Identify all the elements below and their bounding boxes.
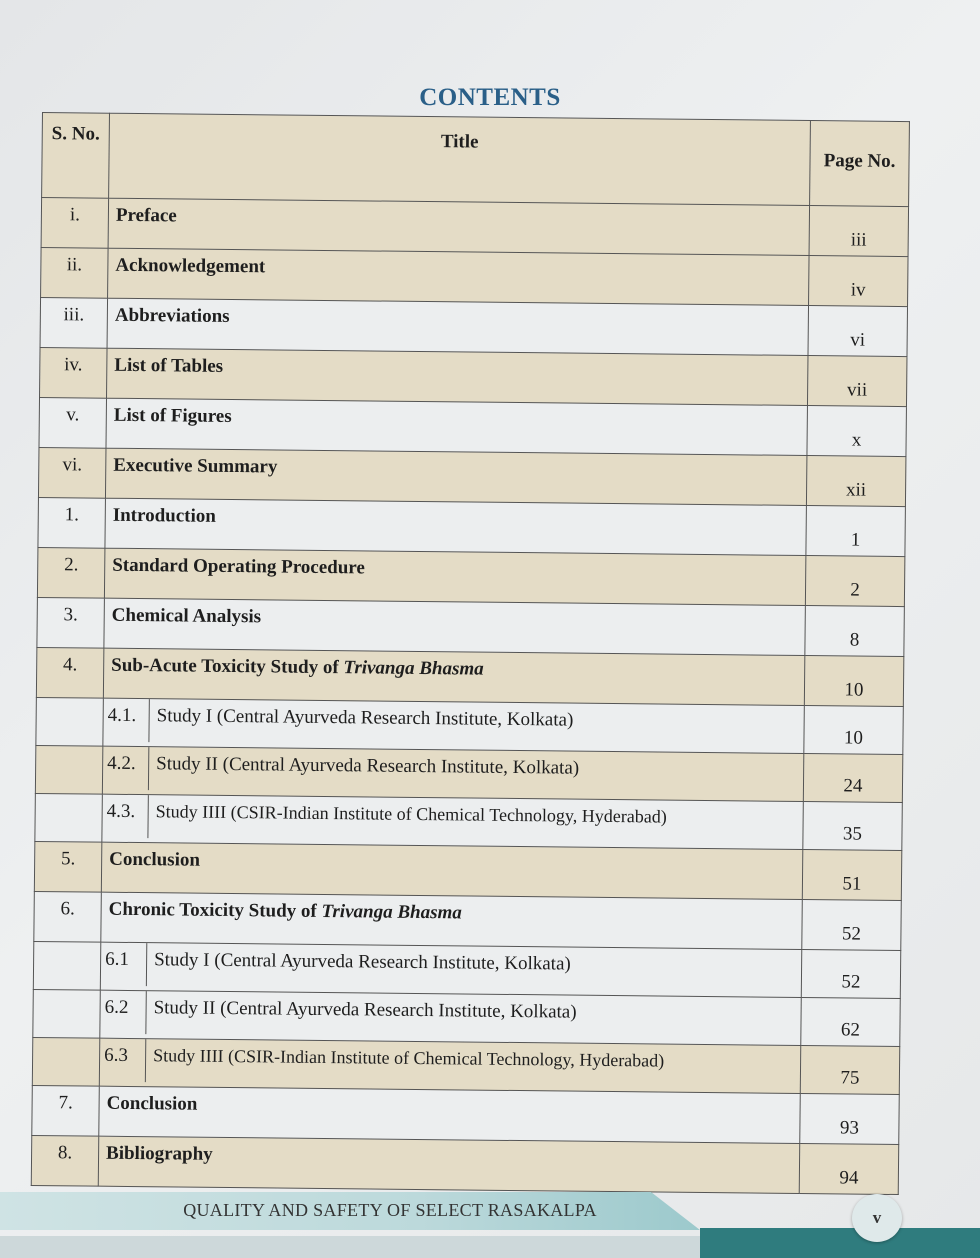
contents-table	[31, 112, 910, 1195]
table-row	[34, 891, 901, 950]
row-title: Conclusion	[99, 1086, 800, 1143]
row-page: 75	[800, 1045, 899, 1094]
row-page: iii	[809, 206, 909, 257]
row-title-text: Chronic Toxicity Study of	[108, 898, 322, 922]
row-number-empty	[32, 1037, 99, 1086]
row-title: Conclusion	[101, 842, 802, 899]
row-title: Preface	[108, 198, 809, 255]
row-title: List of Figures	[106, 398, 807, 455]
row-page: 52	[801, 950, 900, 999]
table-row	[38, 497, 905, 556]
row-page: xii	[806, 456, 906, 507]
table-row	[37, 597, 904, 656]
row-page: 52	[802, 900, 902, 951]
row-number: 6.	[34, 891, 102, 942]
row-subsection	[102, 794, 803, 849]
header-title: Title	[109, 113, 811, 205]
row-subsection	[102, 746, 803, 801]
table-row	[36, 647, 903, 706]
row-page: 51	[802, 850, 902, 901]
row-page: 2	[805, 556, 905, 607]
row-title: Executive Summary	[105, 448, 806, 505]
subsection-title: Study IIII (CSIR-Indian Institute of Chemical Technology, Hyderabad)	[155, 801, 667, 827]
row-subsection	[99, 1038, 800, 1093]
table-row	[41, 247, 908, 306]
row-number: 7.	[32, 1085, 100, 1136]
table-body	[31, 198, 908, 1195]
table-row	[31, 1135, 898, 1194]
row-page: iv	[809, 256, 909, 307]
page-title: CONTENTS	[419, 84, 561, 111]
subsection-number: 4.1.	[103, 699, 149, 742]
subsection-title: Study I (Central Ayurveda Research Institute, Kolkata)	[156, 705, 574, 731]
row-number: i.	[41, 198, 109, 249]
subsection-number: 6.1	[101, 943, 147, 986]
row-number: 5.	[34, 841, 102, 892]
row-number: iii.	[40, 297, 108, 348]
subsection-title: Study I (Central Ayurveda Research Institute, Kolkata)	[154, 949, 571, 975]
row-subsection	[100, 990, 801, 1045]
row-number: iv.	[40, 347, 108, 398]
table-row	[41, 198, 908, 257]
row-number-empty	[35, 745, 102, 794]
footer-title: QUALITY AND SAFETY OF SELECT RASAKALPA	[183, 1200, 597, 1220]
row-page: 62	[801, 997, 900, 1046]
table-row	[38, 447, 905, 506]
header-sno: S. No.	[42, 113, 110, 199]
row-page: 93	[800, 1093, 900, 1144]
row-title	[103, 648, 804, 705]
row-number: 8.	[31, 1135, 99, 1186]
row-page: 10	[804, 656, 904, 707]
row-subsection	[100, 942, 801, 997]
subsection-number: 6.3	[100, 1039, 146, 1082]
row-page: 8	[805, 606, 905, 657]
row-title	[101, 892, 802, 949]
page-number-badge: v	[852, 1194, 902, 1242]
row-page: 94	[799, 1143, 899, 1194]
footer-accent	[700, 1228, 980, 1258]
row-page: x	[807, 406, 907, 457]
table-row	[40, 297, 907, 356]
table-header-row	[42, 113, 910, 207]
row-subsection	[103, 698, 804, 753]
row-number: vi.	[38, 447, 106, 498]
row-title: Standard Operating Procedure	[104, 548, 805, 605]
row-page: 1	[806, 506, 906, 557]
row-number: ii.	[41, 247, 109, 298]
subsection-title: Study II (Central Ayurveda Research Institute, Kolkata)	[153, 997, 577, 1023]
row-title: Acknowledgement	[108, 248, 809, 305]
table-row	[37, 547, 904, 606]
row-number: v.	[39, 397, 107, 448]
subsection-title: Study IIII (CSIR-Indian Institute of Chemical Technology, Hyderabad)	[153, 1045, 665, 1071]
table-row	[34, 841, 901, 900]
row-title: Abbreviations	[107, 298, 808, 355]
row-title-text: Sub-Acute Toxicity Study of	[111, 654, 344, 679]
table-row	[39, 397, 906, 456]
header-page: Page No.	[810, 121, 910, 207]
row-number: 3.	[37, 597, 105, 648]
row-number-empty	[33, 989, 100, 1038]
table-row	[32, 1085, 899, 1144]
row-title: Introduction	[105, 498, 806, 555]
row-page: vii	[807, 356, 907, 407]
row-title-italic: Trivanga Bhasma	[321, 900, 462, 924]
subsection-number: 6.2	[100, 991, 146, 1034]
row-number: 4.	[36, 647, 104, 698]
row-page: 35	[803, 802, 902, 851]
row-title: Bibliography	[98, 1136, 799, 1193]
row-number: 1.	[38, 497, 106, 548]
subsection-number: 4.2.	[103, 747, 149, 790]
subsection-number: 4.3.	[102, 795, 148, 838]
row-number-empty	[33, 941, 100, 990]
row-number-empty	[36, 697, 103, 746]
row-page: vi	[808, 306, 908, 357]
row-page: 10	[804, 706, 903, 755]
row-title-italic: Trivanga Bhasma	[343, 657, 484, 680]
row-number-empty	[35, 793, 102, 842]
row-number: 2.	[37, 547, 105, 598]
row-page: 24	[803, 754, 902, 803]
row-title: Chemical Analysis	[104, 598, 805, 655]
row-title: List of Tables	[107, 348, 808, 405]
table-row	[40, 347, 907, 406]
subsection-title: Study II (Central Ayurveda Research Institute, Kolkata)	[156, 753, 580, 779]
